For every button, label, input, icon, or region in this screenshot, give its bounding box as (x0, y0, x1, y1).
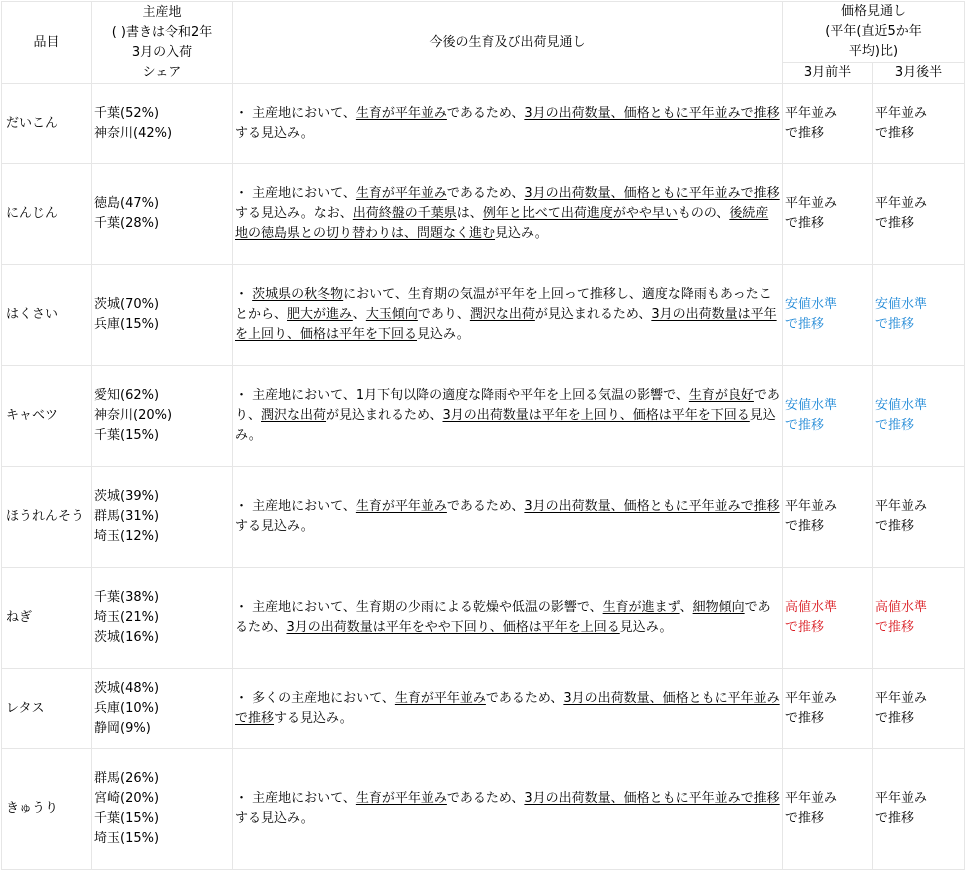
origin-cell (92, 568, 233, 669)
outlook-emphasis: 3月の出荷数量は平年をやや下回り、価格は平年を上回る (286, 620, 620, 635)
price-label: 平年並み (875, 499, 928, 514)
outlook-emphasis: 3月の出荷数量、価格ともに平年並みで推移 (524, 186, 780, 201)
vegetable-outlook-table (1, 1, 965, 870)
outlook-segment: であり、 (417, 307, 470, 322)
outlook-segment: であるため、 (446, 791, 525, 806)
outlook-segment: する見込み。 (235, 519, 314, 534)
outlook-segment: ・ (235, 287, 253, 302)
item-name: きゅうり (2, 749, 92, 870)
price-label: で推移 (875, 317, 915, 332)
outlook-segment: であるため、 (446, 186, 525, 201)
header-origin-line: 3月の入荷 (131, 44, 193, 60)
outlook-text (233, 568, 783, 669)
price-label: 安値水準 (785, 398, 838, 413)
outlook-emphasis: 細物傾向 (692, 600, 745, 615)
table-row (2, 669, 965, 749)
origin-share: 愛知(62%) (94, 388, 160, 403)
outlook-emphasis: 生育が良好 (688, 388, 754, 403)
outlook-segment: ・ 主産地において、 (235, 791, 356, 806)
outlook-text (233, 467, 783, 568)
outlook-segment: であるため、 (446, 105, 525, 121)
outlook-emphasis: 3月の出荷数量、価格ともに平年並みで推移 (235, 690, 780, 726)
outlook-segment: する見込み。なお、 (235, 206, 353, 221)
item-name: ねぎ (2, 568, 92, 669)
price-label: 安値水準 (875, 398, 928, 413)
price-late (873, 669, 965, 749)
price-label: 平年並み (875, 791, 928, 806)
item-name: はくさい (2, 265, 92, 366)
outlook-segment: ・ 主産地において、1月下旬以降の適度な降雨や平年を上回る気温の影響で、 (235, 388, 689, 403)
price-label: で推移 (785, 811, 825, 826)
origin-share: 兵庫(15%) (94, 317, 160, 332)
outlook-text (233, 265, 783, 366)
price-early (783, 749, 873, 870)
item-name: だいこん (2, 84, 92, 164)
price-label: で推移 (785, 317, 825, 332)
outlook-segment: ・ 主産地において、 (235, 499, 356, 514)
price-label: 高値水準 (875, 600, 928, 615)
origin-share: 徳島(47%) (94, 196, 160, 211)
origin-share: 千葉(15%) (94, 428, 160, 443)
origin-share: 茨城(70%) (94, 297, 160, 312)
outlook-segment: する見込み。 (235, 125, 314, 141)
outlook-text (233, 366, 783, 467)
price-label: で推移 (785, 710, 825, 726)
origin-share: 埼玉(21%) (94, 610, 160, 625)
outlook-emphasis: 3月の出荷数量、価格ともに平年並みで推移 (524, 499, 780, 514)
price-early (783, 265, 873, 366)
price-label: 平年並み (875, 690, 928, 706)
outlook-segment: ・ 多くの主産地において、 (235, 690, 395, 706)
origin-cell (92, 84, 233, 164)
header-outlook: 今後の生育及び出荷見通し (233, 2, 783, 84)
outlook-emphasis: 生育が平年並み (355, 499, 447, 514)
price-label: で推移 (875, 811, 915, 826)
header-origin (92, 2, 233, 84)
price-late (873, 164, 965, 265)
price-label: 平年並み (875, 196, 928, 211)
price-late (873, 568, 965, 669)
header-row (2, 2, 965, 63)
outlook-emphasis: 3月の出荷数量、価格ともに平年並みで推移 (524, 791, 780, 806)
item-name: にんじん (2, 164, 92, 265)
outlook-segment: において、生育期の気温が平年を上回って推移し、適度な降雨もあったことから、 (235, 287, 772, 322)
price-early (783, 467, 873, 568)
outlook-emphasis: 肥大が進み (287, 307, 353, 322)
origin-share: 千葉(52%) (94, 105, 160, 121)
price-late (873, 84, 965, 164)
outlook-segment: ・ 主産地において、 (235, 105, 356, 121)
outlook-emphasis: 生育が平年並み (355, 105, 447, 121)
price-label: で推移 (875, 710, 915, 726)
outlook-segment: ・ 主産地において、 (235, 186, 356, 201)
price-late (873, 265, 965, 366)
outlook-text (233, 669, 783, 749)
price-label: で推移 (785, 519, 825, 534)
price-late (873, 749, 965, 870)
outlook-segment: ・ 主産地において、生育期の少雨による乾燥や低温の影響で、 (235, 600, 603, 615)
outlook-segment: する見込み。 (235, 811, 314, 826)
price-label: 平年並み (785, 196, 838, 211)
origin-share: 茨城(16%) (94, 630, 160, 645)
item-name: レタス (2, 669, 92, 749)
origin-share: 埼玉(12%) (94, 529, 160, 544)
price-late (873, 467, 965, 568)
price-label: 安値水準 (785, 297, 838, 312)
price-label: で推移 (875, 620, 915, 635)
origin-cell (92, 164, 233, 265)
origin-share: 千葉(15%) (94, 811, 160, 826)
price-label: 平年並み (785, 499, 838, 514)
price-label: で推移 (785, 418, 825, 433)
origin-share: 兵庫(10%) (94, 700, 160, 716)
outlook-emphasis: 生育が平年並み (394, 690, 486, 706)
price-early (783, 84, 873, 164)
outlook-emphasis: 後続産地の徳島県との切り替わりは、問題なく進む (235, 206, 769, 241)
price-label: で推移 (875, 418, 915, 433)
header-item: 品目 (2, 2, 92, 84)
price-label: 高値水準 (785, 600, 838, 615)
outlook-segment: が見込まれるため、 (534, 307, 652, 322)
origin-share: 群馬(26%) (94, 771, 160, 786)
header-price-line: (平年(直近5か年 (825, 24, 922, 39)
outlook-segment: が見込まれるため、 (326, 408, 443, 423)
item-name: キャベツ (2, 366, 92, 467)
outlook-emphasis: 潤沢な出荷 (261, 408, 327, 423)
outlook-emphasis: 生育が平年並み (355, 791, 447, 806)
price-label: 平年並み (785, 105, 838, 121)
table-row (2, 164, 965, 265)
origin-share: 茨城(48%) (94, 680, 160, 696)
outlook-segment: は、 (456, 206, 483, 221)
price-label: 安値水準 (875, 297, 928, 312)
origin-cell (92, 467, 233, 568)
price-label: で推移 (785, 216, 825, 231)
outlook-emphasis: 生育が平年並み (355, 186, 447, 201)
price-label: で推移 (875, 125, 915, 141)
outlook-segment: ものの、 (677, 206, 730, 221)
outlook-emphasis: 出荷終盤の千葉県 (352, 206, 457, 221)
outlook-emphasis: 3月の出荷数量は平年を上回り、価格は平年を下回る (235, 307, 777, 342)
table-row (2, 568, 965, 669)
item-name: ほうれんそう (2, 467, 92, 568)
header-origin-line: 主産地 (142, 4, 182, 20)
outlook-emphasis: 3月の出荷数量、価格ともに平年並みで推移 (524, 105, 780, 121)
header-early: 3月前半 (783, 63, 873, 84)
outlook-text (233, 84, 783, 164)
table-row (2, 749, 965, 870)
outlook-segment: 見込み。 (417, 327, 470, 342)
origin-cell (92, 749, 233, 870)
outlook-emphasis: 3月の出荷数量は平年を上回り、価格は平年を下回る (442, 408, 750, 423)
outlook-text (233, 749, 783, 870)
outlook-emphasis: 大玉傾向 (365, 307, 418, 322)
origin-share: 静岡(9%) (94, 720, 151, 736)
outlook-emphasis: 茨城県の秋冬物 (252, 287, 344, 302)
header-origin-line: シェア (142, 64, 182, 80)
price-label: 平年並み (785, 791, 838, 806)
outlook-emphasis: 生育が進まず (602, 600, 680, 615)
price-label: で推移 (785, 620, 825, 635)
origin-share: 神奈川(42%) (94, 125, 173, 141)
header-price-line: 平均)比) (848, 44, 899, 59)
outlook-segment: 、 (352, 307, 366, 322)
price-early (783, 366, 873, 467)
outlook-segment: 見込み。 (495, 226, 548, 241)
origin-share: 神奈川(20%) (94, 408, 173, 423)
origin-share: 茨城(39%) (94, 489, 160, 504)
outlook-emphasis: 例年と比べて出荷進度がやや早い (482, 206, 678, 221)
outlook-text (233, 164, 783, 265)
table-row (2, 84, 965, 164)
header-price-line: 価格見通し (841, 4, 907, 19)
price-label: で推移 (875, 519, 915, 534)
origin-share: 千葉(38%) (94, 590, 160, 605)
outlook-segment: であるため、 (235, 600, 771, 635)
price-label: 平年並み (875, 105, 928, 121)
outlook-segment: 見込み。 (619, 620, 673, 635)
outlook-segment: 、 (679, 600, 693, 615)
outlook-segment: する見込み。 (274, 710, 353, 726)
outlook-segment: であるため、 (446, 499, 525, 514)
price-early (783, 164, 873, 265)
outlook-emphasis: 潤沢な出荷 (469, 307, 535, 322)
origin-share: 群馬(31%) (94, 509, 160, 524)
price-late (873, 366, 965, 467)
price-early (783, 568, 873, 669)
origin-cell (92, 366, 233, 467)
outlook-segment: であり、 (235, 388, 780, 423)
origin-share: 埼玉(15%) (94, 831, 160, 846)
table-row (2, 467, 965, 568)
price-label: で推移 (875, 216, 915, 231)
price-early (783, 669, 873, 749)
origin-cell (92, 265, 233, 366)
origin-share: 千葉(28%) (94, 216, 160, 231)
table-row (2, 366, 965, 467)
header-price (783, 2, 965, 63)
table-body (2, 84, 965, 870)
header-late: 3月後半 (873, 63, 965, 84)
table-row (2, 265, 965, 366)
price-label: 平年並み (785, 690, 838, 706)
price-label: で推移 (785, 125, 825, 141)
outlook-segment: であるため、 (485, 690, 564, 706)
origin-share: 宮崎(20%) (94, 791, 160, 806)
outlook-segment: 見込み。 (235, 408, 776, 443)
header-origin-line: ( )書きは令和2年 (111, 24, 213, 40)
origin-cell (92, 669, 233, 749)
